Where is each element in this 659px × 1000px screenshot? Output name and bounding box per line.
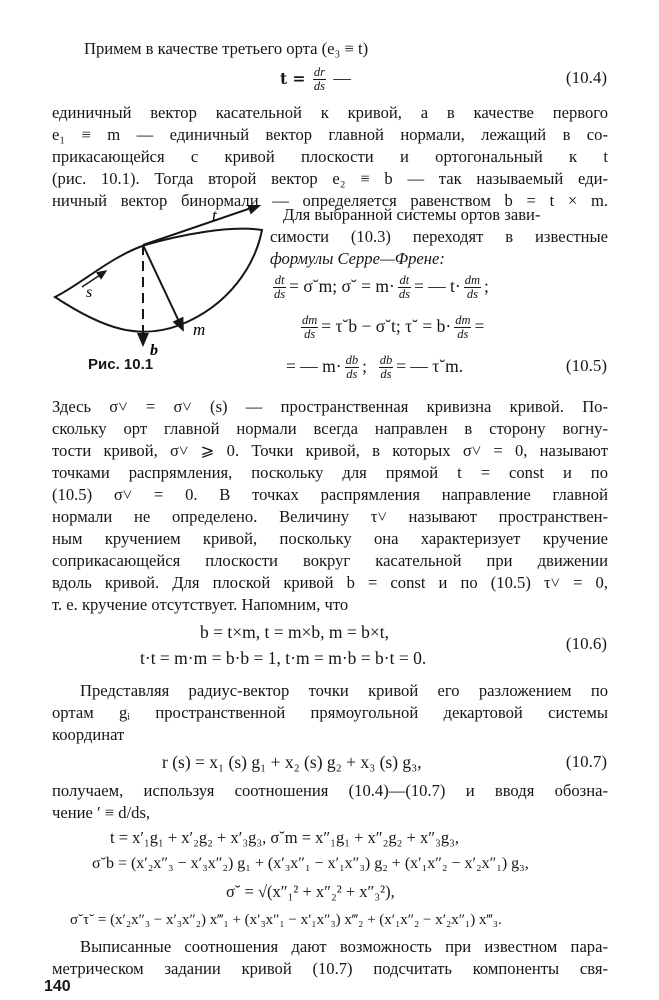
para2-line: симости (10.3) переходят в известные bbox=[270, 227, 608, 246]
equation-10-5-row1: $\frac{dt}{ds}$ = σ˘m; σ˘ = m· $\frac{dt}{ds}$ = — t· $\frac{dm}{ds}$ ; bbox=[274, 273, 489, 302]
para2-line: формулы Серре—Френе: bbox=[270, 249, 445, 268]
equation-number-10-4: (10.4) bbox=[565, 68, 607, 87]
para1-line: e₁ ≡ m — единичный вектор главной нормали, лежащий в со- bbox=[52, 125, 608, 144]
para3-line: ным кручением кривой, поскольку она характеризует кручение bbox=[52, 529, 608, 548]
intro-line: Примем в качестве третьего орта (e₃ ≡ t) bbox=[84, 39, 369, 58]
final-equation-2: σ˘b = (x′₂x″₃ − x′₃x″₂) g₁ + (x′₃x″₁ − x′₁x″₃) g₂ + (x′₁x″₂ − x′₂x″₁) g₃, bbox=[92, 855, 529, 872]
para2-line: Для выбранной системы ортов зави- bbox=[283, 205, 541, 224]
para4-line: ортам gᵢ пространственной прямоугольной декартовой системы bbox=[52, 703, 608, 722]
figure-caption: Рис. 10.1 bbox=[88, 356, 154, 373]
para6-line: метрическом задании кривой (10.7) подсчитать компоненты свя- bbox=[52, 959, 608, 978]
label-t: t bbox=[212, 206, 217, 225]
normal-arrow bbox=[143, 245, 183, 330]
equation-number-10-7: (10.7) bbox=[565, 752, 607, 771]
figure-10-1 bbox=[50, 205, 265, 360]
equation-number-10-5: (10.5) bbox=[565, 356, 607, 375]
equation-10-7: r (s) = x₁ (s) g₁ + x₂ (s) g₂ + x₃ (s) g₃, bbox=[162, 752, 422, 772]
label-m: m bbox=[193, 320, 206, 339]
para4-line: координат bbox=[52, 725, 125, 744]
para6-line: Выписанные соотношения дают возможность при известном пара- bbox=[80, 937, 608, 956]
page-number: 140 bbox=[44, 978, 71, 995]
para3-line: соприкасающейся плоскости вокруг касательной при движении bbox=[52, 551, 608, 570]
para3-line: Здесь σ˅ = σ˅ (s) — пространственная кривизна кривой. По- bbox=[52, 397, 608, 416]
para1-line: прикасающейся с кривой плоскости и ортогональный к t bbox=[52, 147, 608, 166]
para3-line: т. е. кручение отсутствует. Напомним, что bbox=[52, 595, 349, 614]
equation-number-10-6: (10.6) bbox=[565, 634, 607, 653]
para1-line: (рис. 10.1). Тогда второй вектор e₂ ≡ b — так называемый еди- bbox=[52, 169, 608, 188]
para4-line: Представляя радиус-вектор точки кривой его разложением по bbox=[80, 681, 608, 700]
para3-line: нормали не определено. Величину τ˅ называют пространствен- bbox=[52, 507, 608, 526]
eq104-fraction: $\frac{dr}{ds}$ bbox=[313, 65, 326, 94]
equation-10-5-row3: = — m· $\frac{db}{ds}$ ; $\frac{db}{ds}$ = — τ˘m. bbox=[286, 353, 464, 382]
para5-line: чение ′ ≡ d/ds, bbox=[52, 803, 151, 822]
para5-line: получаем, используя соотношения (10.4)—(10.7) и вводя обозна- bbox=[52, 781, 608, 800]
para3-line: вдоль кривой. Для плоской кривой b = const и по (10.5) τ˅ = 0, bbox=[52, 573, 608, 592]
label-s: s bbox=[86, 284, 93, 301]
final-equation-4: σ˘τ˘ = (x′₂x″₃ − x′₃x″₂) x‴₁ + (x′₃x″₁ − x′₁x″₃) x‴₂ + (x′₁x″₂ − x′₂x″₁) x‴₃. bbox=[70, 912, 502, 928]
eq104-lhs: t = bbox=[280, 69, 306, 88]
para1-line: ничный вектор бинормали — определяется равенством b = t × m. bbox=[52, 191, 608, 210]
equation-10-5-row2: $\frac{dm}{ds}$ = τ˘b − σ˘t; τ˘ = b· $\frac{dm}{ds}$ = bbox=[302, 313, 485, 342]
final-equation-3: σ˘ = √(x″₁² + x″₂² + x″₃²), bbox=[226, 882, 395, 901]
para3-line: точками распрямления, поскольку для прямой t = const и по bbox=[52, 463, 608, 482]
para3-line: скольку орт главной нормали всегда направлен в сторону вогну- bbox=[52, 419, 608, 438]
tangent-arrow bbox=[143, 205, 260, 245]
para3-line: (10.5) σ˅ = 0. В точках распрямления направление главной bbox=[52, 485, 608, 504]
equation-10-6-line2: t·t = m·m = b·b = 1, t·m = m·b = b·t = 0. bbox=[140, 648, 427, 668]
para3-line: тости кривой, σ˅ ⩾ 0. Точки кривой, в которых σ˅ = 0, называют bbox=[52, 441, 608, 460]
final-equation-1: t = x′₁g₁ + x′₂g₂ + x′₃g₃, σ˘m = x″₁g₁ + x″₂g₂ + x″₃g₃, bbox=[110, 828, 459, 847]
para1-line: единичный вектор касательной к кривой, а в качестве первого bbox=[52, 103, 608, 122]
equation-10-4 bbox=[280, 66, 351, 93]
label-b: b bbox=[150, 342, 158, 359]
eq104-tail: — bbox=[333, 68, 351, 88]
equation-10-6-line1: b = t×m, t = m×b, m = b×t, bbox=[200, 622, 390, 642]
